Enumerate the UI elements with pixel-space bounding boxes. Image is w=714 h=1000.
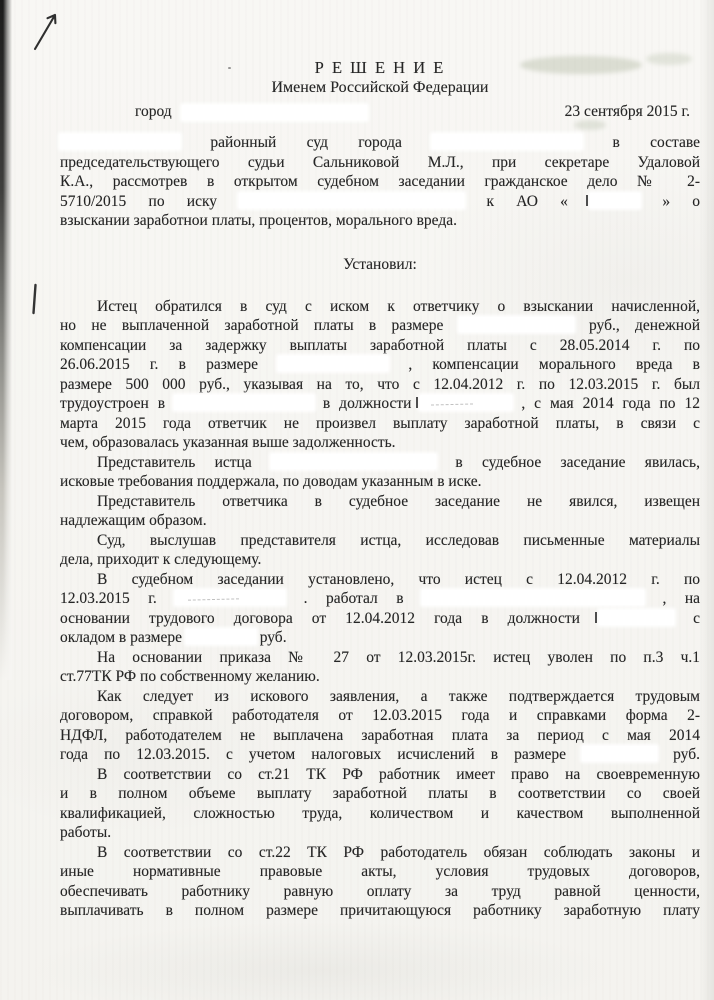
text-line: В судебном заседании установлено, что истец с 12.04.2012 г. по — [97, 570, 700, 588]
city-label: город — [135, 103, 172, 120]
text-line: но не выплаченной заработной платы в размере руб., денежной — [60, 317, 701, 334]
redaction-box — [239, 193, 464, 208]
text-line: Как следует из искового заявления, а также подтверждается трудовым — [97, 687, 700, 705]
text-line: марта 2015 года ответчик не произвел выплату заработной платы, в связи с — [60, 414, 700, 432]
decision-subtitle: Именем Российской Федерации — [271, 79, 489, 96]
text-line: трудоустроен в в должности , с мая 2014 года по 12 — [60, 395, 700, 412]
text-line: квалификацией, сложностью труда, количеством и качеством выполненной — [60, 804, 700, 822]
text-line: ст.77ТК РФ по собственному желанию. — [60, 668, 320, 685]
text-line: К.А., рассмотрев в открытом судебном заседании гражданское дело № 2- — [60, 173, 700, 190]
text-line: 12.03.2015 г. . работал в , на — [60, 590, 701, 607]
text-line: обеспечивать работнику равную оплату за труд равной ценности, — [60, 882, 700, 900]
text-line: дела, приходит к следующему. — [60, 551, 262, 568]
text-line: окладом в размере руб. — [60, 629, 287, 646]
redaction-box — [271, 454, 436, 469]
city-date-line — [60, 102, 700, 122]
handwritten-tick-mark — [29, 282, 41, 318]
text-line: Истец обратился в суд с иском к ответчику о взыскании начисленной, — [97, 297, 700, 315]
text-line: Представитель ответчика в судебное заседание не явился, извещен — [97, 492, 700, 510]
scan-left-edge-shadow — [0, 0, 12, 680]
text-line: размере 500 000 руб., указывая на то, что с 12.04.2012 г. по 12.03.2015 г. был — [60, 375, 700, 393]
redaction-box — [432, 134, 582, 149]
redaction-box — [420, 395, 512, 410]
text-line: чем, образовалась указанная выше задолженность. — [60, 434, 396, 451]
redaction-box — [182, 105, 367, 120]
redaction-box — [278, 356, 388, 371]
text-line: взыскании заработнои платы, процентов, морального вреда. — [60, 212, 457, 229]
text-line: договором, справкой работодателя от 12.03.2015 года и справками форма 2- — [60, 707, 700, 724]
text-line: основании трудового договора от 12.04.2012 года в должности с — [60, 609, 701, 627]
section-heading: Установил: — [343, 255, 417, 273]
text-line: года по 12.03.2015. с учетом налоговых исчислений в размере руб. — [60, 746, 700, 763]
text-line: председательствующего судьи Сальниковой М.Л., при секретаре Удаловой — [60, 153, 700, 171]
text-line: исковые требования поддержала, по доводам указанным в иске. — [60, 473, 482, 490]
text-line: компенсации за задержку выплаты заработной платы с 28.05.2014 г. по — [60, 336, 700, 354]
text-line: НДФЛ, работодателем не выплачена заработная плата за период с мая 2014 — [60, 726, 700, 744]
redaction-box — [175, 590, 285, 605]
decision-title: Р Е Ш Е Н И Е — [314, 58, 446, 77]
text-line: работы. — [60, 824, 112, 841]
text-line: иные нормативные правовые акты, условия трудовых договоров, — [60, 863, 700, 880]
text-line: Представитель истца в судебное заседание явилась, — [97, 453, 700, 471]
redaction-box — [422, 590, 644, 605]
text-line: 5710/2015 по иску к АО « » о — [60, 192, 701, 210]
text-line: На основании приказа № 27 от 12.03.2015г. истец уволен по п.3 ч.1 — [97, 648, 700, 666]
redaction-box — [186, 629, 256, 644]
text-line: Суд, выслушав представителя истца, исследовав письменные материалы — [97, 531, 700, 549]
redaction-box — [582, 746, 657, 761]
text-line: и в полном объеме выплату заработной платы в соответствии со своей — [60, 785, 700, 802]
text-line: выплачивать в полном размере причитающуюся работнику заработную плату — [60, 902, 700, 919]
redaction-box — [599, 610, 674, 625]
text-line: надлежащим образом. — [60, 512, 207, 529]
redaction-box — [590, 193, 640, 208]
decision-date: 23 сентября 2015 г. — [564, 103, 690, 120]
text-line: 26.06.2015 г. в размере , компенсации морального вреда в — [60, 356, 700, 373]
redaction-box — [459, 317, 574, 332]
document-body — [60, 0, 700, 921]
text-line: В соответствии со ст.21 ТК РФ работник имеет право на своевременную — [97, 765, 700, 783]
redaction-box — [174, 395, 314, 410]
text-line: районный суд города в составе — [60, 133, 700, 153]
text-line: В соответствии со ст.22 ТК РФ работодатель обязан соблюдать законы и — [97, 843, 700, 861]
redaction-box — [60, 134, 180, 149]
